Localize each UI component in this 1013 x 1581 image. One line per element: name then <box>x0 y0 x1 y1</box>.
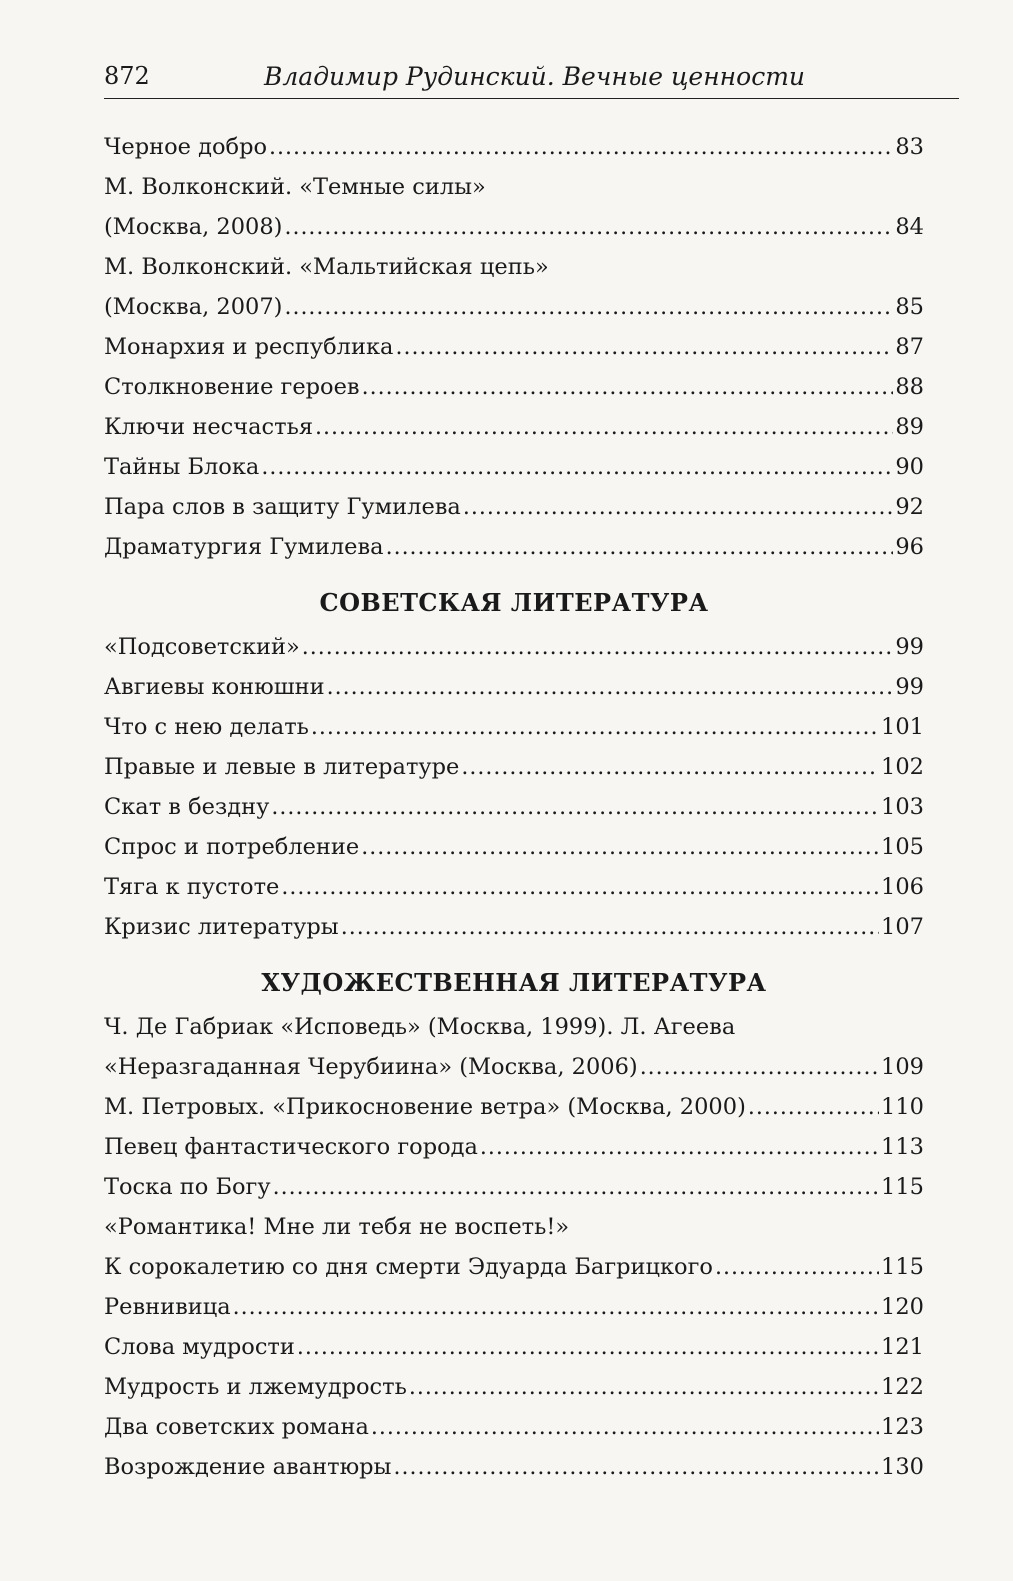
toc-entry-title: Скат в бездну <box>104 794 270 820</box>
toc-entry[interactable] <box>104 173 924 253</box>
toc-entry-title: Драматургия Гумилева <box>104 534 384 560</box>
toc-entry-page: 99 <box>895 634 924 660</box>
toc-entry[interactable] <box>104 1173 924 1213</box>
toc-entry[interactable] <box>104 333 924 373</box>
table-of-contents <box>104 133 924 1493</box>
toc-entry[interactable] <box>104 913 924 953</box>
toc-entry[interactable] <box>104 1413 924 1453</box>
dot-leader <box>461 754 879 782</box>
toc-entry-page: 123 <box>881 1414 924 1440</box>
toc-entry-title: Пара слов в защиту Гумилева <box>104 494 461 520</box>
dot-leader <box>271 794 879 822</box>
toc-entry-title: (Москва, 2007) <box>104 294 283 320</box>
dot-leader <box>315 414 893 442</box>
toc-entry-page: 130 <box>881 1454 924 1480</box>
toc-entry[interactable] <box>104 133 924 173</box>
dot-leader <box>715 1254 879 1282</box>
toc-entry-title: Черное добро <box>104 134 268 160</box>
toc-entry-page: 87 <box>895 334 924 360</box>
dot-leader <box>371 1414 879 1442</box>
section-heading: СОВЕТСКАЯ ЛИТЕРАТУРА <box>319 588 709 617</box>
dot-leader <box>395 334 893 362</box>
dot-leader <box>302 634 894 662</box>
toc-entry[interactable] <box>104 1453 924 1493</box>
toc-entry[interactable] <box>104 1373 924 1413</box>
page-number: 872 <box>104 62 150 90</box>
toc-entry[interactable] <box>104 873 924 913</box>
running-title: Владимир Рудинский. Вечные ценности <box>264 62 806 91</box>
dot-leader <box>284 294 893 322</box>
toc-entry[interactable] <box>104 833 924 873</box>
toc-entry[interactable] <box>104 1133 924 1173</box>
toc-entry[interactable] <box>104 373 924 413</box>
toc-entry-title: Певец фантастического города <box>104 1134 478 1160</box>
toc-entry-title: Столкновение героев <box>104 374 360 400</box>
toc-entry-title: Правые и левые в литературе <box>104 754 460 780</box>
toc-entry-title-line: Ч. Де Габриак «Исповедь» (Москва, 1999). Л. Агеева <box>104 1014 736 1040</box>
toc-entry[interactable] <box>104 793 924 833</box>
toc-entry[interactable] <box>104 453 924 493</box>
toc-entry-page: 109 <box>881 1054 924 1080</box>
toc-entry-page: 89 <box>895 414 924 440</box>
toc-entry-title: Тайны Блока <box>104 454 260 480</box>
dot-leader <box>281 874 879 902</box>
toc-entry-title: М. Петровых. «Прикосновение ветра» (Москва, 2000) <box>104 1094 746 1120</box>
toc-entry-title: Два советских романа <box>104 1414 369 1440</box>
toc-entry-title: Мудрость и лжемудрость <box>104 1374 407 1400</box>
toc-entry-title: Слова мудрости <box>104 1334 295 1360</box>
section-heading: ХУДОЖЕСТВЕННАЯ ЛИТЕРАТУРА <box>261 968 767 997</box>
toc-entry-title: Кризис литературы <box>104 914 339 940</box>
toc-entry[interactable] <box>104 753 924 793</box>
dot-leader <box>480 1134 879 1162</box>
toc-entry-page: 92 <box>895 494 924 520</box>
toc-entry[interactable] <box>104 1013 924 1093</box>
toc-entry-page: 122 <box>881 1374 924 1400</box>
toc-entry-title: Ревнивица <box>104 1294 231 1320</box>
toc-entry-page: 115 <box>881 1174 924 1200</box>
toc-entry-title: Монархия и республика <box>104 334 394 360</box>
dot-leader <box>341 914 879 942</box>
toc-entry[interactable] <box>104 1293 924 1333</box>
toc-entry[interactable] <box>104 533 924 573</box>
dot-leader <box>233 1294 879 1322</box>
dot-leader <box>463 494 894 522</box>
toc-entry-page: 106 <box>881 874 924 900</box>
toc-entry-page: 85 <box>895 294 924 320</box>
toc-entry-title: «Подсоветский» <box>104 634 300 660</box>
toc-entry-page: 110 <box>881 1094 924 1120</box>
toc-entry[interactable] <box>104 713 924 753</box>
toc-entry[interactable] <box>104 633 924 673</box>
toc-entry[interactable] <box>104 1333 924 1373</box>
toc-entry-page: 107 <box>881 914 924 940</box>
toc-entry[interactable] <box>104 673 924 713</box>
toc-entry-page: 96 <box>895 534 924 560</box>
toc-entry-page: 99 <box>895 674 924 700</box>
toc-entry-page: 102 <box>881 754 924 780</box>
toc-entry-title: К сорокалетию со дня смерти Эдуарда Багрицкого <box>104 1254 713 1280</box>
toc-entry-page: 88 <box>895 374 924 400</box>
toc-entry-page: 121 <box>881 1334 924 1360</box>
dot-leader <box>409 1374 879 1402</box>
running-header <box>104 56 959 99</box>
toc-entry-title-line: М. Волконский. «Мальтийская цепь» <box>104 254 549 280</box>
toc-entry-page: 113 <box>881 1134 924 1160</box>
toc-entry[interactable] <box>104 1213 924 1293</box>
toc-entry-title: Тяга к пустоте <box>104 874 280 900</box>
toc-entry-page: 90 <box>895 454 924 480</box>
toc-entry[interactable] <box>104 253 924 333</box>
dot-leader <box>393 1454 879 1482</box>
toc-entry-page: 83 <box>895 134 924 160</box>
toc-entry-page: 84 <box>895 214 924 240</box>
dot-leader <box>311 714 879 742</box>
toc-entry-title: (Москва, 2008) <box>104 214 283 240</box>
dot-leader <box>273 1174 879 1202</box>
toc-entry-page: 120 <box>881 1294 924 1320</box>
dot-leader <box>284 214 893 242</box>
toc-entry-page: 101 <box>881 714 924 740</box>
toc-entry-title: Что с нею делать <box>104 714 309 740</box>
dot-leader <box>386 534 894 562</box>
toc-entry-title: Авгиевы конюшни <box>104 674 325 700</box>
dot-leader <box>640 1054 879 1082</box>
toc-entry-page: 103 <box>881 794 924 820</box>
toc-entry-title-line: «Романтика! Мне ли тебя не воспеть!» <box>104 1214 570 1240</box>
dot-leader <box>269 134 893 162</box>
toc-entry-title: Ключи несчастья <box>104 414 314 440</box>
toc-entry-title: Возрождение авантюры <box>104 1454 392 1480</box>
toc-entry[interactable] <box>104 1093 924 1133</box>
toc-entry-title: Спрос и потребление <box>104 834 360 860</box>
dot-leader <box>361 834 879 862</box>
toc-entry-title: Тоска по Богу <box>104 1174 271 1200</box>
toc-entry-title: «Неразгаданная Черубиина» (Москва, 2006) <box>104 1054 638 1080</box>
dot-leader <box>297 1334 879 1362</box>
toc-entry-title-line: М. Волконский. «Темные силы» <box>104 174 486 200</box>
dot-leader <box>261 454 893 482</box>
dot-leader <box>362 374 894 402</box>
toc-entry[interactable] <box>104 413 924 453</box>
dot-leader <box>748 1094 879 1122</box>
toc-entry-page: 105 <box>881 834 924 860</box>
dot-leader <box>327 674 894 702</box>
toc-entry-page: 115 <box>881 1254 924 1280</box>
toc-entry[interactable] <box>104 493 924 533</box>
